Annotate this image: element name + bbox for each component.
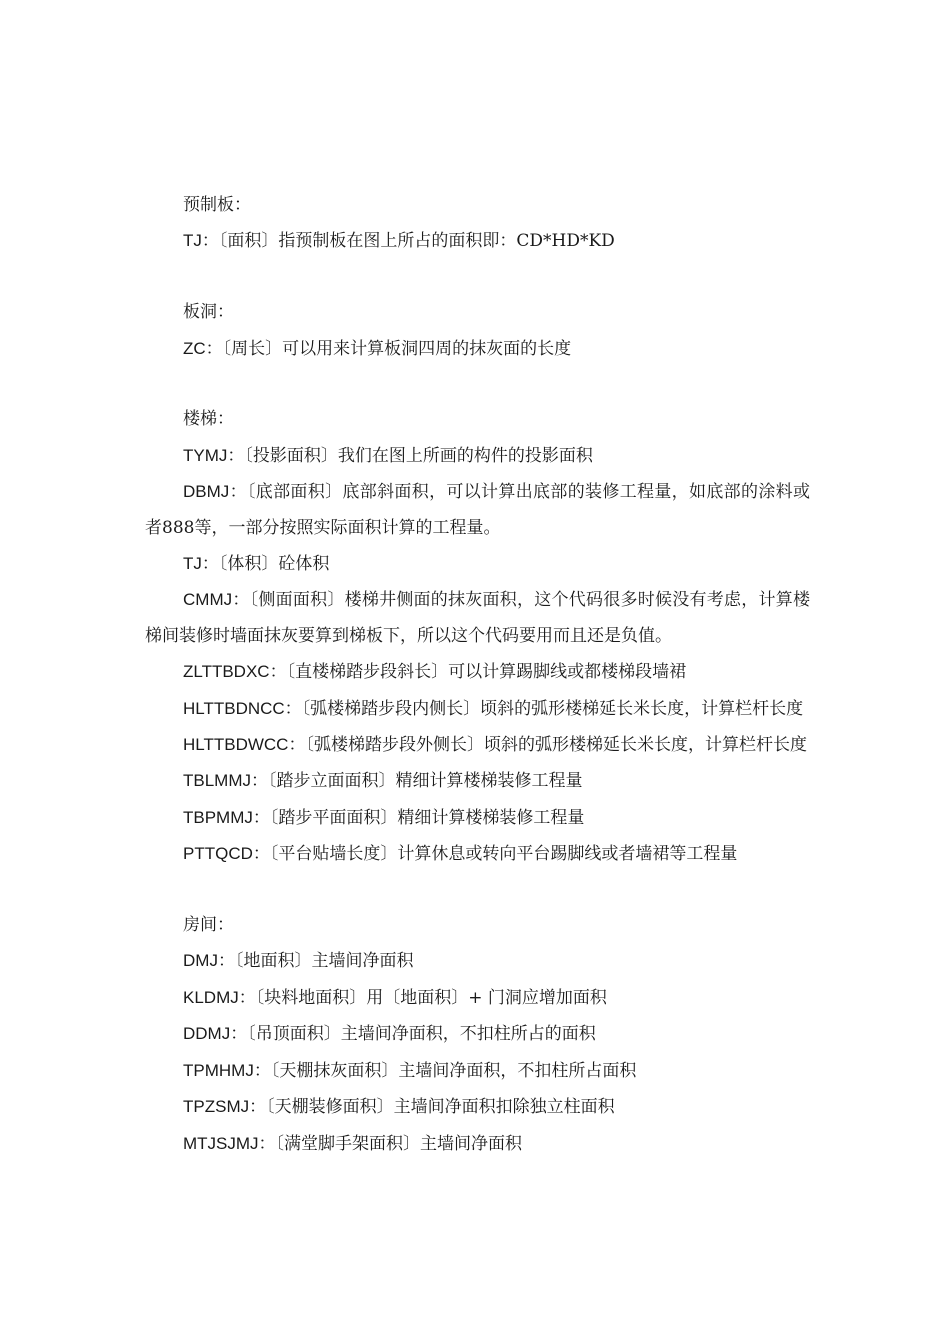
definition-item xyxy=(145,1126,810,1162)
code-description: 〔吊顶面积〕主墙间净面积，不扣柱所占的面积 xyxy=(247,1024,596,1045)
definition-item xyxy=(145,438,810,474)
definition-item xyxy=(145,943,810,979)
section-heading-slab-hole: 板洞： xyxy=(183,302,234,323)
definition-item xyxy=(145,1053,810,1089)
code-description: 〔弧楼梯踏步段内侧长〕顷斜的弧形楼梯延长米长度，计算栏杆长度 xyxy=(301,698,804,719)
code-label: MTJSJMJ： xyxy=(183,1133,276,1153)
definition-item xyxy=(145,1016,810,1052)
section-gap xyxy=(145,873,810,908)
code-description: 〔周长〕可以用来计算板洞四周的抹灰面的长度 xyxy=(222,338,572,359)
code-description: 〔满堂脚手架面积〕主墙间净面积 xyxy=(275,1133,523,1154)
section-heading-stairs: 楼梯： xyxy=(183,409,234,430)
code-description: 〔弧楼梯踏步段外侧长〕顷斜的弧形楼梯延长米长度，计算栏杆长度 xyxy=(305,735,807,756)
code-label: PTTQCD： xyxy=(183,844,270,864)
document-body xyxy=(145,188,810,1162)
definition-item xyxy=(145,582,810,654)
code-label: CMMJ： xyxy=(183,590,250,610)
code-description: 〔地面积〕主墙间净面积 xyxy=(234,951,414,972)
code-label: HLTTBDWCC： xyxy=(183,735,306,755)
code-label: HLTTBDNCC： xyxy=(183,698,302,718)
code-description: 〔踏步平面面积〕精细计算楼梯装修工程量 xyxy=(269,807,585,828)
definition-item xyxy=(145,836,810,872)
code-description: 〔面积〕指预制板在图上所占的面积即：CD*HD*KD xyxy=(218,231,615,252)
code-label: ZLTTBDXC： xyxy=(183,662,287,682)
code-label: TBPMMJ： xyxy=(183,807,270,827)
code-description: 〔踏步立面面积〕精细计算楼梯装修工程量 xyxy=(268,771,583,792)
code-label: TBLMMJ： xyxy=(183,771,268,791)
code-label: DMJ： xyxy=(183,951,235,971)
code-label: TPZSMJ： xyxy=(183,1097,267,1117)
section-heading-precast-slab: 预制板： xyxy=(183,195,251,215)
definition-item xyxy=(145,691,810,727)
definition-item xyxy=(145,980,810,1016)
code-label: TPMHMJ： xyxy=(183,1060,271,1080)
code-label: DBMJ： xyxy=(183,482,247,502)
code-description: 〔投影面积〕我们在图上所画的构件的投影面积 xyxy=(244,445,593,466)
section-heading-room: 房间： xyxy=(183,915,234,936)
code-description: 〔平台贴墙长度〕计算休息或转向平台踢脚线或者墙裙等工程量 xyxy=(269,844,738,865)
code-description: 〔天棚抹灰面积〕主墙间净面积，不扣柱所占面积 xyxy=(270,1060,637,1081)
code-description: 〔底部面积〕底部斜面积，可以计算出底部的装修工程量，如底部的涂料或者888等，一部分按照实际面积计算的工程量。 xyxy=(145,482,810,538)
definition-item xyxy=(145,331,810,367)
code-label: ZC： xyxy=(183,338,223,358)
definition-item xyxy=(145,1089,810,1125)
code-label: TJ： xyxy=(183,554,219,574)
code-description: 〔直楼梯踏步段斜长〕可以计算踢脚线或都楼梯段墙裙 xyxy=(286,662,687,683)
section-gap xyxy=(145,367,810,402)
code-description: 〔体积〕砼体积 xyxy=(218,554,330,575)
definition-item xyxy=(145,474,810,546)
definition-item xyxy=(145,727,810,763)
definition-item xyxy=(145,763,810,799)
definition-item xyxy=(145,546,810,582)
code-label: KLDMJ： xyxy=(183,987,256,1007)
code-label: TJ： xyxy=(183,231,219,251)
code-label: TYMJ： xyxy=(183,445,245,465)
definition-item xyxy=(145,800,810,836)
definition-item xyxy=(145,654,810,690)
code-description: 〔块料地面积〕用〔地面积〕+ 门洞应增加面积 xyxy=(255,987,607,1008)
code-description: 〔侧面面积〕楼梯井侧面的抹灰面积，这个代码很多时候没有考虑，计算楼梯间装修时墙面抹灰要算到梯板下，所以这个代码要用而且还是负值。 xyxy=(145,590,810,646)
section-gap xyxy=(145,260,810,295)
code-description: 〔天棚装修面积〕主墙间净面积扣除独立柱面积 xyxy=(266,1097,615,1118)
code-label: DDMJ： xyxy=(183,1024,248,1044)
definition-item xyxy=(145,223,810,259)
